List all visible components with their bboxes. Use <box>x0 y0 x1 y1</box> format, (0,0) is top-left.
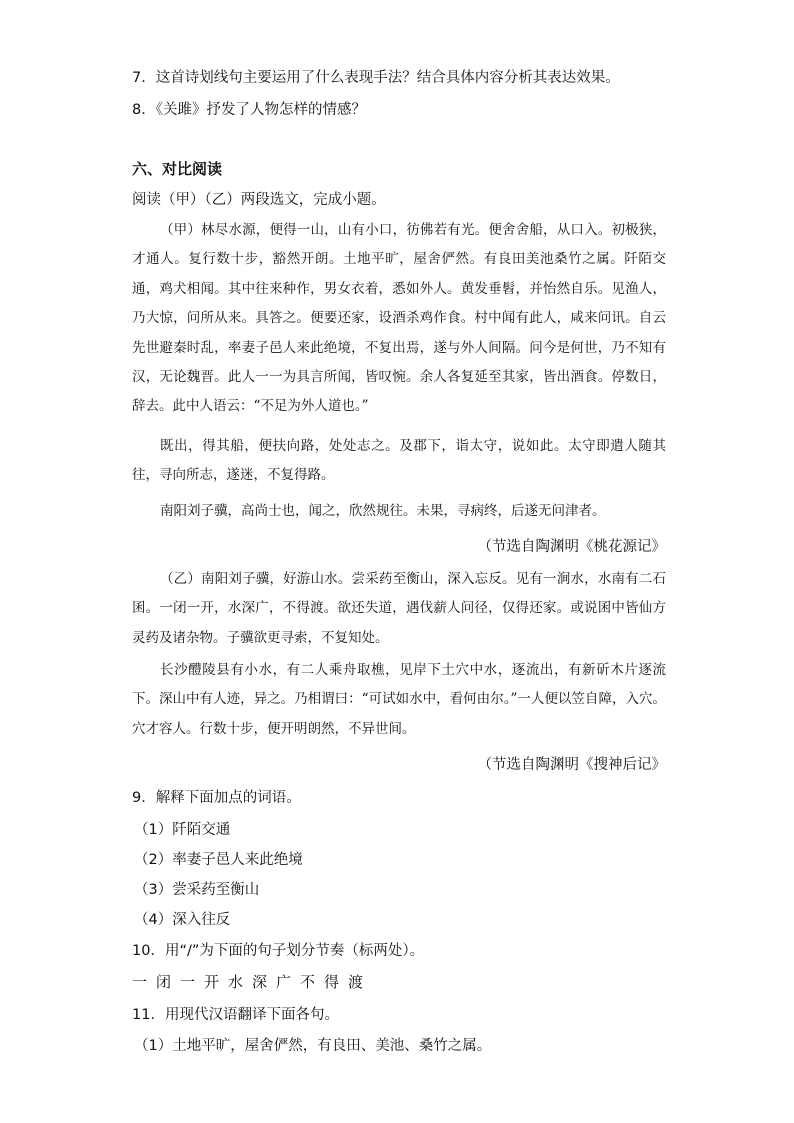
section-instruction: 阅读（甲）（乙）两段选文，完成小题。 <box>132 192 386 208</box>
passage-yi-paragraph-1: （乙）南阳刘子骥，好游山水。尝采药至衡山，深入忘反。见有一涧水，水南有二石囷。一闭一开，水深广，不得渡。欲还失道，遇伐薪人问径，仅得还家。或说囷中皆仙方灵药及诸杂物。子骥欲更寻索，不复知处。 <box>132 571 666 646</box>
question-7: 7．这首诗划线句主要运用了什么表现手法？结合具体内容分析其表达效果。 <box>132 70 620 86</box>
question-9-item-2: （2）率妻子邑人来此绝境 <box>134 852 303 868</box>
passage-yi-source: （节选自陶渊明《搜神后记》 <box>477 757 666 773</box>
passage-yi-paragraph-2: 长沙醴陵县有小水，有二人乘舟取樵，见岸下土穴中水，逐流出，有新斫木片逐流下。深山中有人迹，异之。乃相谓曰：“可试如水中，看何由尔。”一人便以笠自障，入穴。穴才容人。行数十步，便开明朗然，不异世间。 <box>132 662 666 737</box>
passage-jia-paragraph-3: 南阳刘子骥，高尚士也，闻之，欣然规往。未果，寻病终，后遂无问津者。 <box>160 503 606 519</box>
question-9-stem: 9．解释下面加点的词语。 <box>132 790 301 806</box>
question-11-stem: 11．用现代汉语翻译下面各句。 <box>132 1007 339 1023</box>
question-10-stem: 10．用“/”为下面的句子划分节奏（标两处）。 <box>132 943 425 959</box>
passage-jia-paragraph-2: 既出，得其船，便扶向路，处处志之。及郡下，诣太守，说如此。太守即遣人随其往，寻向所志，遂迷，不复得路。 <box>132 438 666 484</box>
passage-jia-paragraph-1: （甲）林尽水源，便得一山，山有小口，彷佛若有光。便舍舍船，从口入。初极狭，才通人。复行数十步，豁然开朗。土地平旷，屋舍俨然。有良田美池桑竹之属。阡陌交通，鸡犬相闻。其中往来种作，男女衣着，悉如外人。黄发垂髫，并怡然自乐。见渔人，乃大惊，问所从来。具答之。便要还家，设酒杀鸡作食。村中闻有此人，咸来问讯。自云先世避秦时乱，率妻子邑人来此绝境，不复出焉，遂与外人间隔。问今是何世，乃不知有汉，无论魏晋。此人一一为具言所闻，皆叹惋。余人各复延至其家，皆出酒食。停数日，辞去。此中人语云：“不足为外人道也。” <box>132 222 666 415</box>
question-10-sentence: 一闭一开水深广不得渡 <box>132 973 373 991</box>
question-9-item-3: （3）尝采药至衡山 <box>134 882 260 898</box>
question-8: 8．《关雎》抒发了人物怎样的情感？ <box>132 102 366 118</box>
question-11-item-1: （1）土地平旷，屋舍俨然，有良田、美池、桑竹之属。 <box>134 1038 492 1054</box>
question-9-item-4: （4）深入往反 <box>134 912 231 928</box>
section-title: 六、对比阅读 <box>132 160 223 178</box>
question-9-item-1: （1）阡陌交通 <box>134 822 231 838</box>
passage-jia-source: （节选自陶渊明《桃花源记》 <box>477 539 666 555</box>
